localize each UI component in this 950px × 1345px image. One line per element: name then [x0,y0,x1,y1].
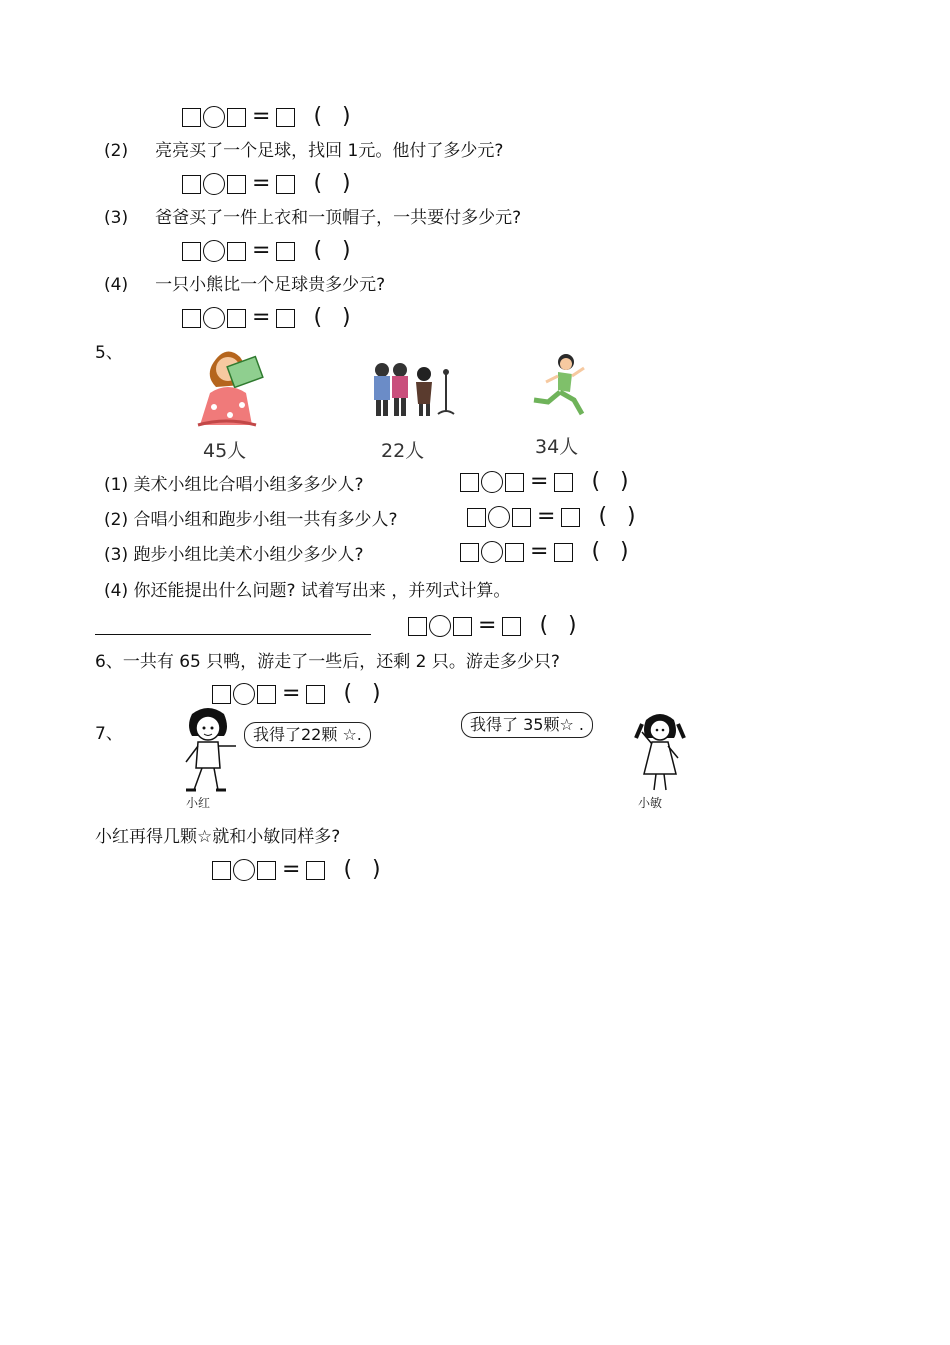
answer-box[interactable] [460,543,479,562]
answer-box[interactable] [408,617,427,636]
equation-row [182,240,351,262]
running-group-illustration [528,352,590,424]
question-7-number: 7、 [95,724,123,744]
operator-circle[interactable] [481,541,503,563]
answer-box[interactable] [212,685,231,704]
operator-circle[interactable] [429,615,451,637]
question-5-4: (4) 你还能提出什么问题? 试着写出来 ，并列式计算。 [104,581,511,601]
question-4-4 [104,274,385,296]
unit-blank[interactable]: ( ) [343,681,381,706]
operator-circle[interactable] [481,471,503,493]
answer-box[interactable] [257,685,276,704]
equals-sign: = [252,104,271,129]
unit-blank[interactable]: ( ) [313,238,351,263]
unit-blank[interactable]: ( ) [313,104,351,129]
equation-row [182,106,351,128]
equation-row [467,506,636,528]
answer-box[interactable] [227,242,246,261]
question-number: (3) [104,208,129,228]
operator-circle[interactable] [203,106,225,128]
question-5-1: (1) 美术小组比合唱小组多多少人? [104,475,364,495]
answer-box[interactable] [276,108,295,127]
unit-blank[interactable]: ( ) [591,539,629,564]
unit-blank[interactable]: ( ) [313,171,351,196]
equation-row [212,683,381,705]
choir-group-illustration [370,360,462,420]
equals-sign: = [252,171,271,196]
choir-group-count: 22人 [381,440,425,462]
answer-box[interactable] [306,861,325,880]
xiaohong-illustration [172,706,244,798]
unit-blank[interactable]: ( ) [598,504,636,529]
question-5-number: 5、 [95,343,123,363]
answer-box[interactable] [227,309,246,328]
answer-box[interactable] [502,617,521,636]
question-7: 小红再得几颗☆就和小敏同样多? [95,827,341,847]
answer-box[interactable] [227,175,246,194]
answer-box[interactable] [460,473,479,492]
equation-row [182,307,351,329]
operator-circle[interactable] [203,173,225,195]
answer-box[interactable] [276,309,295,328]
equals-sign: = [252,238,271,263]
question-number: (2) [104,141,129,161]
art-group-count: 45人 [203,440,247,462]
answer-box[interactable] [276,175,295,194]
equation-row [212,859,381,881]
equals-sign: = [282,857,301,882]
question-5-2: (2) 合唱小组和跑步小组一共有多少人? [104,510,398,530]
equals-sign: = [478,613,497,638]
unit-blank[interactable]: ( ) [343,857,381,882]
answer-box[interactable] [212,861,231,880]
answer-box[interactable] [467,508,486,527]
operator-circle[interactable] [233,859,255,881]
answer-box[interactable] [512,508,531,527]
question-text: 亮亮买了一个足球，找回 1元。他付了多少元? [155,141,504,161]
equation-row [182,173,351,195]
question-4-3 [104,207,521,229]
xiaomin-speech-bubble: 我得了 35颗☆ . [461,712,593,738]
answer-box[interactable] [276,242,295,261]
xiaomin-illustration [632,708,688,794]
question-number: (4) [104,275,129,295]
unit-blank[interactable]: ( ) [591,469,629,494]
answer-box[interactable] [505,473,524,492]
question-text: 爸爸买了一件上衣和一顶帽子，一共要付多少元? [155,208,522,228]
question-5-3: (3) 跑步小组比美术小组少多少人? [104,545,364,565]
operator-circle[interactable] [203,307,225,329]
question-text: 一只小熊比一个足球贵多少元? [155,275,386,295]
answer-box[interactable] [561,508,580,527]
equals-sign: = [252,305,271,330]
equation-row [408,615,577,637]
running-group-count: 34人 [535,436,579,458]
equation-row [460,541,629,563]
answer-box[interactable] [505,543,524,562]
answer-box[interactable] [306,685,325,704]
answer-box[interactable] [182,242,201,261]
equals-sign: = [530,469,549,494]
xiaohong-name: 小红 [186,796,211,810]
art-group-illustration [190,345,268,430]
operator-circle[interactable] [203,240,225,262]
equation-row [460,471,629,493]
equals-sign: = [537,504,556,529]
answer-box[interactable] [182,108,201,127]
answer-box[interactable] [182,175,201,194]
equals-sign: = [282,681,301,706]
xiaomin-name: 小敏 [638,796,663,810]
answer-box[interactable] [227,108,246,127]
answer-box[interactable] [453,617,472,636]
answer-box[interactable] [182,309,201,328]
write-in-line[interactable] [95,634,371,635]
xiaohong-speech-bubble: 我得了22颗 ☆. [244,722,371,748]
operator-circle[interactable] [233,683,255,705]
question-4-2 [104,140,503,162]
unit-blank[interactable]: ( ) [539,613,577,638]
operator-circle[interactable] [488,506,510,528]
answer-box[interactable] [554,473,573,492]
question-6: 6、一共有 65 只鸭，游走了一些后，还剩 2 只。游走多少只? [95,652,560,672]
answer-box[interactable] [554,543,573,562]
unit-blank[interactable]: ( ) [313,305,351,330]
equals-sign: = [530,539,549,564]
answer-box[interactable] [257,861,276,880]
